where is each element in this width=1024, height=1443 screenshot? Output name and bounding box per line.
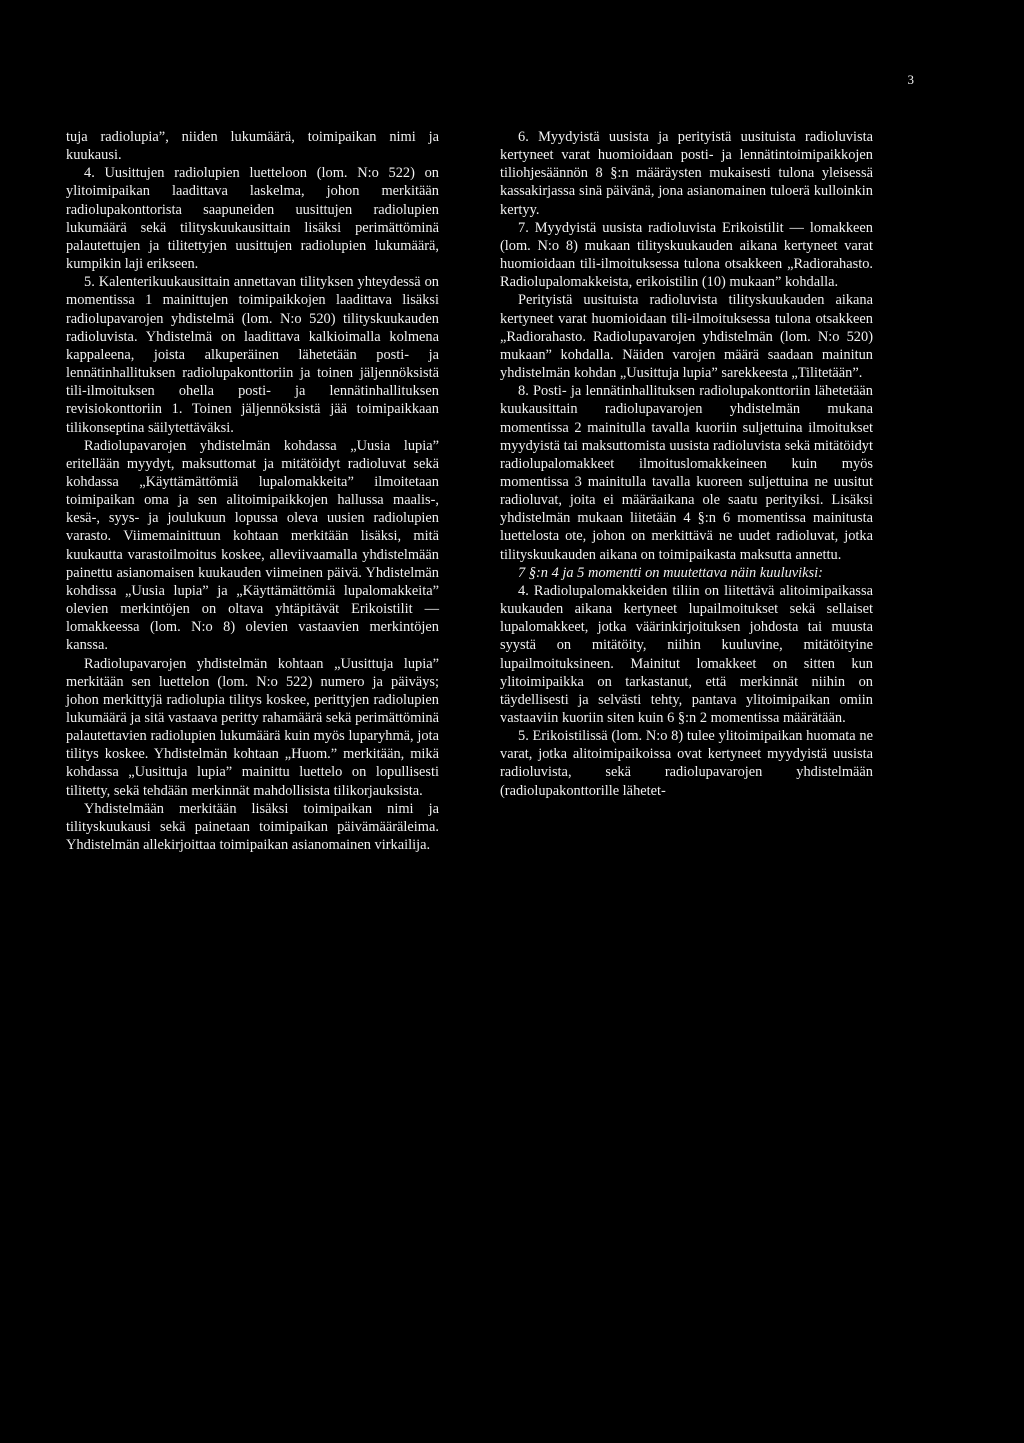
paragraph: 5. Erikoistilissä (lom. N:o 8) tulee ylitoimipaikan huomata ne varat, jotka alitoimipaikoissa ovat kertyneet myydyistä uusista radioluvista, sekä radiolupavarojen yhdistelmään (radiolupakonttorille lähetet- bbox=[500, 728, 873, 799]
paragraph: Perityistä uusituista radioluvista tilityskuukauden aikana kertyneet varat huomioidaan tili-ilmoituksessa tulona otsakkeen „Radiorahasto. Radiolupavarojen yhdistelmän (lom. N:o 520) mukaan” kohdalla. Näiden varojen määrä saadaan mainitun yhdistelmän kohdan „Uusittuja lupia” sarekkeesta „Tilitetään”. bbox=[500, 292, 873, 382]
section-heading: 7 §:n 4 ja 5 momentti on muutettava näin kuuluviksi: bbox=[518, 564, 823, 581]
paragraph: Radiolupavarojen yhdistelmän kohdassa „Uusia lupia” eritellään myydyt, maksuttomat ja mitätöidyt radioluvat sekä kohdassa „Käyttämättömiä lupalomakkeita” ilmoitetaan toimipaikan oma ja sen alitoimipaikkojen hallussa maalis-, kesä-, syys- ja joulukuun lopussa oleva uusien radiolupien varasto. Viimemainittuun kohtaan merkitään lisäksi, mitä kuukautta varastoilmoitus koskee, alleviivaamalla yhdistelmään painettu asianomaisen kuukauden viimeinen päivä. Yhdistelmän kohdissa „Uusia lupia” ja „Käyttämättömiä lupalomakkeita” olevien merkintöjen on oltava yhtäpitävät Erikoistilit — lomakkeessa (lom. N:o 8) olevien vastaavien merkintöjen kanssa. bbox=[66, 437, 439, 654]
paragraph: 6. Myydyistä uusista ja perityistä uusituista radioluvista kertyneet varat huomioidaan posti- ja lennätintoimipaikkojen tiliohjesäännön 8 §:n määräysten mukaisesti tulona yleisessä kassakirjassa sinä päivänä, jona asianomainen tuloerä kulloinkin kertyy. bbox=[500, 129, 873, 218]
paragraph: Radiolupavarojen yhdistelmän kohtaan „Uusittuja lupia” merkitään sen luettelon (lom. N:o 522) numero ja päiväys; johon merkittyjä radiolupia tilitys koskee, perittyjen radiolupien lukumäärä ja sitä vastaava peritty rahamäärä sekä perimättöminä palautettavien radiolupien lukumäärä kuin myös luparyhmä, jota tilitys koskee. Yhdistelmän kohtaan „Huom.” merkitään, mikä kohdassa „Uusittuja lupia” mainittu luettelo on lopullisesti tilitetty, sekä tehdään merkinnät mahdollisista tilikorjauksista. bbox=[66, 655, 439, 799]
paragraph: 4. Radiolupalomakkeiden tiliin on liitettävä alitoimipaikassa kuukauden aikana kertyneet lupailmoitukset sekä sellaiset lupalomakkeet, jotka väärinkirjoituksen johdosta tai muusta syystä on mitätöity, niihin kuuluvine, mitätöityine lupailmoituksineen. Mainitut lomakkeet on sitten kun ylitoimipaikka on tarkastanut, että merkinnät niihin on täydellisesti ja selvästi tehty, pantava ylitoimipaikan omiin vastaaviin kuoriin siten kuin 6 §:n 2 momentissa määrätään. bbox=[500, 582, 873, 726]
left-column bbox=[66, 128, 439, 854]
paragraph: tuja radiolupia”, niiden lukumäärä, toimipaikan nimi ja kuukausi. bbox=[66, 129, 439, 164]
page-number: 3 bbox=[907, 72, 914, 87]
paragraph: 4. Uusittujen radiolupien luetteloon (lom. N:o 522) on ylitoimipaikan laadittava laskelma, johon merkitään radiolupakonttorista saapuneiden uusittujen radiolupien lukumäärä sekä tilityskuukausittain lisäksi perimättöminä palautettujen ja tilitettyjen uusittujen radiolupien lukumäärä, kumpikin laji erikseen. bbox=[66, 165, 439, 273]
paragraph: 5. Kalenterikuukausittain annettavan tilityksen yhteydessä on momentissa 1 mainittujen toimipaikkojen laadittava lisäksi radiolupavarojen yhdistelmä (lom. N:o 520) tilityskuukauden radioluvista. Yhdistelmä on laadittava kalkioimalla kolmena kappaleena, joista alkuperäinen lähetetään posti- ja lennätinhallituksen radiolupakonttoriin ja toinen jäljennöksistä tili-ilmoituksen ohella posti- ja lennätinhallituksen revisiokonttoriin 1. Toinen jäljennöksistä jää toimipaikkaan tilikonseptina säilytettäväksi. bbox=[66, 274, 439, 436]
paragraph: 7. Myydyistä uusista radioluvista Erikoistilit — lomakkeen (lom. N:o 8) mukaan tilityskuukauden aikana kertyneet varat huomioidaan tili-ilmoituksessa tulona otsakkeen „Radiorahasto. Radiolupalomakkeista, erikoistilin (10) mukaan” kohdalla. bbox=[500, 219, 873, 291]
paragraph: 8. Posti- ja lennätinhallituksen radiolupakonttoriin lähetetään kuukausittain radiolupavarojen yhdistelmän mukana momentissa 2 mainitulla tavalla kuoriin suljettuina ilmoitukset myydyistä tai maksuttomista uusista radioluvista sekä mitätöidyt radiolupalomakkeet ilmoituslomakkeineen kuin myös momentissa 3 mainitulla tavalla kuoreen suljettuina ne uusitut radioluvat, joita ei määräaikana ole saatu perityiksi. Lisäksi yhdistelmän mukaan liitetään 4 §:n 6 momentissa mainitusta luettelosta ote, johon on merkittävä ne uudet radioluvat, jotka tilityskuukauden aikana on toimipaikasta maksutta annettu. bbox=[500, 383, 873, 563]
right-column bbox=[500, 128, 873, 800]
paragraph: Yhdistelmään merkitään lisäksi toimipaikan nimi ja tilityskuukausi sekä painetaan toimipaikan päivämääräleima. Yhdistelmän allekirjoittaa toimipaikan asianomainen virkailija. bbox=[66, 800, 439, 854]
